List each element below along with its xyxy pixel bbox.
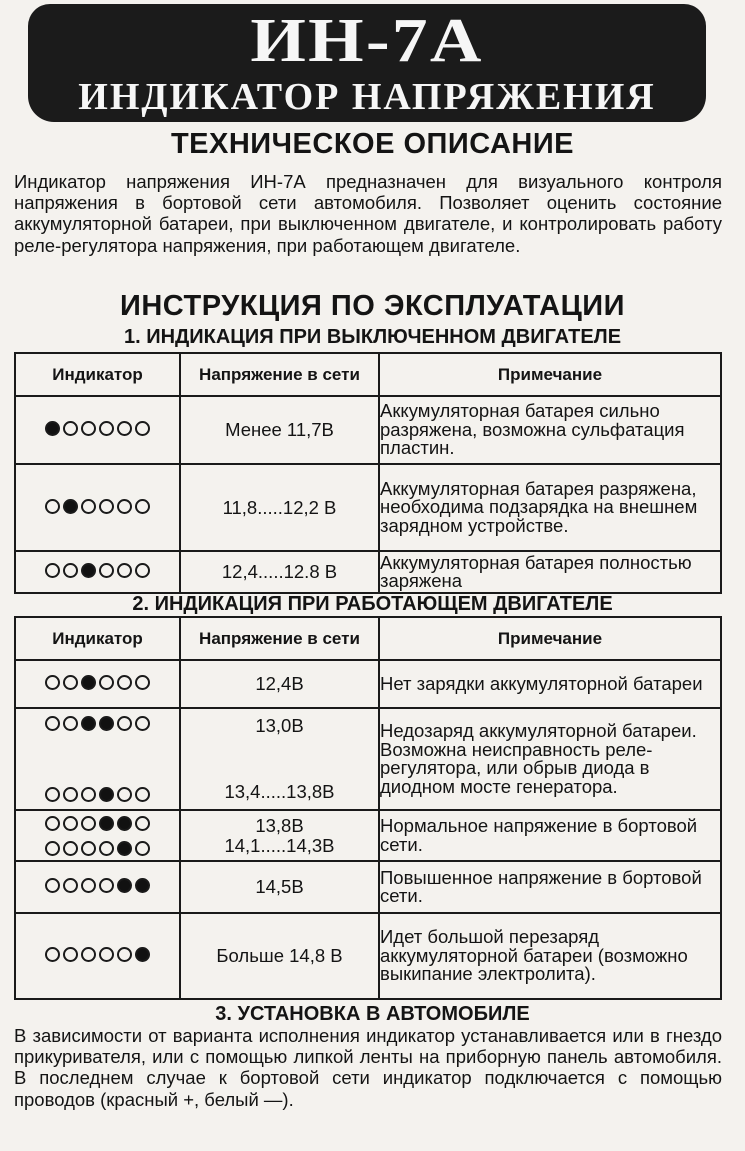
- led-off-icon: [135, 563, 150, 578]
- led-indicator: [45, 716, 150, 731]
- led-off-icon: [81, 878, 96, 893]
- led-off-icon: [45, 878, 60, 893]
- led-off-icon: [99, 563, 114, 578]
- led-lit-icon: [135, 878, 150, 893]
- voltage-cell: [180, 810, 379, 861]
- led-off-icon: [45, 787, 60, 802]
- installation-text: В зависимости от варианта исполнения индикатор устанавливается или в гнездо прикуривателя, или с помощью липкой ленты на приборную панель автомобиля. В последнем случае к бортовой сети индикатор подключается с помощью проводов (красный +, белый —).: [14, 1025, 722, 1110]
- led-off-icon: [63, 841, 78, 856]
- led-off-icon: [117, 421, 132, 436]
- note-cell: Повышенное напряжение в бортовой сети.: [379, 861, 721, 913]
- table-header-row: [15, 353, 721, 396]
- voltage-cell: [180, 708, 379, 810]
- engine-running-table: [14, 616, 722, 1000]
- voltage-cell: 11,8.....12,2 В: [180, 464, 379, 551]
- led-lit-icon: [81, 563, 96, 578]
- voltage-cell: 12,4В: [180, 660, 379, 708]
- led-off-icon: [45, 841, 60, 856]
- column-header-note: Примечание: [379, 617, 721, 660]
- led-indicator: [45, 816, 150, 831]
- led-lit-icon: [135, 947, 150, 962]
- led-lit-icon: [63, 499, 78, 514]
- led-lit-icon: [117, 841, 132, 856]
- led-off-icon: [63, 675, 78, 690]
- led-off-icon: [63, 947, 78, 962]
- table-header-row: [15, 617, 721, 660]
- title-banner: [28, 4, 706, 122]
- indicator-cell: [15, 464, 180, 551]
- led-indicator: [45, 841, 150, 856]
- led-lit-icon: [81, 716, 96, 731]
- led-off-icon: [81, 947, 96, 962]
- indicator-cell: [15, 913, 180, 999]
- led-lit-icon: [117, 816, 132, 831]
- led-off-icon: [135, 787, 150, 802]
- column-header-indicator: Индикатор: [15, 617, 180, 660]
- led-off-icon: [45, 563, 60, 578]
- led-off-icon: [45, 816, 60, 831]
- note-cell: Аккумуляторная батарея сильно разряжена, возможна сульфатация пластин.: [379, 396, 721, 464]
- led-lit-icon: [99, 787, 114, 802]
- led-lit-icon: [117, 878, 132, 893]
- table-row: [15, 464, 721, 551]
- table-row: [15, 551, 721, 593]
- led-off-icon: [117, 675, 132, 690]
- led-off-icon: [117, 947, 132, 962]
- led-off-icon: [117, 563, 132, 578]
- note-cell: Нормальное напряжение в бортовой сети.: [379, 810, 721, 861]
- voltage-value: 13,0В: [255, 715, 304, 736]
- led-off-icon: [135, 716, 150, 731]
- led-off-icon: [135, 421, 150, 436]
- note-cell: Недозаряд аккумуляторной батареи. Возможна неисправность реле-регулятора, или обрыв диода в диодном мосте генератора.: [379, 708, 721, 810]
- indicator-cell: [15, 551, 180, 593]
- indicator-cell: [15, 660, 180, 708]
- led-off-icon: [81, 787, 96, 802]
- led-off-icon: [99, 675, 114, 690]
- led-off-icon: [81, 499, 96, 514]
- voltage-cell: 14,5В: [180, 861, 379, 913]
- led-lit-icon: [99, 716, 114, 731]
- led-off-icon: [117, 499, 132, 514]
- note-cell: Аккумуляторная батарея разряжена, необходима подзарядка на внешнем зарядном устройстве.: [379, 464, 721, 551]
- led-off-icon: [135, 816, 150, 831]
- led-off-icon: [45, 947, 60, 962]
- led-lit-icon: [81, 675, 96, 690]
- led-off-icon: [63, 563, 78, 578]
- led-off-icon: [81, 421, 96, 436]
- led-off-icon: [45, 499, 60, 514]
- led-off-icon: [135, 841, 150, 856]
- led-off-icon: [117, 787, 132, 802]
- engine-off-table: [14, 352, 722, 594]
- led-indicator: [45, 421, 150, 436]
- led-off-icon: [99, 841, 114, 856]
- voltage-cell: Менее 11,7В: [180, 396, 379, 464]
- column-header-voltage: Напряжение в сети: [180, 353, 379, 396]
- table-row: [15, 810, 721, 861]
- led-off-icon: [63, 421, 78, 436]
- product-subtitle: ИНДИКАТОР НАПРЯЖЕНИЯ: [78, 76, 656, 118]
- led-lit-icon: [45, 421, 60, 436]
- led-off-icon: [99, 421, 114, 436]
- led-indicator: [45, 947, 150, 962]
- table-row: [15, 396, 721, 464]
- led-indicator: [45, 787, 150, 802]
- column-header-note: Примечание: [379, 353, 721, 396]
- led-off-icon: [135, 675, 150, 690]
- led-off-icon: [81, 841, 96, 856]
- led-off-icon: [45, 716, 60, 731]
- led-off-icon: [99, 499, 114, 514]
- table-row: [15, 861, 721, 913]
- led-off-icon: [117, 716, 132, 731]
- voltage-value: 13,8В: [255, 814, 304, 836]
- section1-heading: 1. ИНДИКАЦИЯ ПРИ ВЫКЛЮЧЕННОМ ДВИГАТЕЛЕ: [123, 326, 622, 348]
- section2-heading: 2. ИНДИКАЦИЯ ПРИ РАБОТАЮЩЕМ ДВИГАТЕЛЕ: [132, 593, 613, 615]
- product-title: ИН-7А: [250, 7, 484, 75]
- column-header-indicator: Индикатор: [15, 353, 180, 396]
- instructions-heading: ИНСТРУКЦИЯ ПО ЭКСПЛУАТАЦИИ: [120, 290, 625, 322]
- led-off-icon: [63, 878, 78, 893]
- led-lit-icon: [99, 816, 114, 831]
- led-off-icon: [81, 816, 96, 831]
- column-header-voltage: Напряжение в сети: [180, 617, 379, 660]
- note-cell: Нет зарядки аккумуляторной батареи: [379, 660, 721, 708]
- tech-description-heading: ТЕХНИЧЕСКОЕ ОПИСАНИЕ: [170, 128, 575, 160]
- table-row: [15, 660, 721, 708]
- led-indicator: [45, 675, 150, 690]
- note-cell: Аккумуляторная батарея полностью заряжена: [379, 551, 721, 593]
- table-row: [15, 708, 721, 810]
- led-off-icon: [99, 947, 114, 962]
- voltage-cell: 12,4.....12.8 В: [180, 551, 379, 593]
- led-off-icon: [45, 675, 60, 690]
- voltage-value: 13,4.....13,8В: [224, 781, 335, 802]
- led-indicator: [45, 499, 150, 514]
- led-off-icon: [63, 716, 78, 731]
- indicator-cell: [15, 396, 180, 464]
- voltage-cell: Больше 14,8 В: [180, 913, 379, 999]
- tech-description-text: Индикатор напряжения ИН-7А предназначен для визуального контроля напряжения в бортовой сети автомобиля. Позволяет оценить состояние аккумуляторной батареи, при выключенном двигателе, и контролировать работу реле-регулятора напряжения, при работающем двигателе.: [14, 171, 722, 256]
- indicator-cell: [15, 861, 180, 913]
- voltage-value: 14,1.....14,3В: [224, 834, 335, 856]
- note-cell: Идет большой перезаряд аккумуляторной батареи (возможно выкипание электролита).: [379, 913, 721, 999]
- led-off-icon: [99, 878, 114, 893]
- led-off-icon: [63, 816, 78, 831]
- led-indicator: [45, 563, 150, 578]
- led-off-icon: [135, 499, 150, 514]
- led-off-icon: [63, 787, 78, 802]
- led-indicator: [45, 878, 150, 893]
- indicator-cell: [15, 708, 180, 810]
- table-row: [15, 913, 721, 999]
- indicator-cell: [15, 810, 180, 861]
- section3-heading: 3. УСТАНОВКА В АВТОМОБИЛЕ: [215, 1003, 530, 1025]
